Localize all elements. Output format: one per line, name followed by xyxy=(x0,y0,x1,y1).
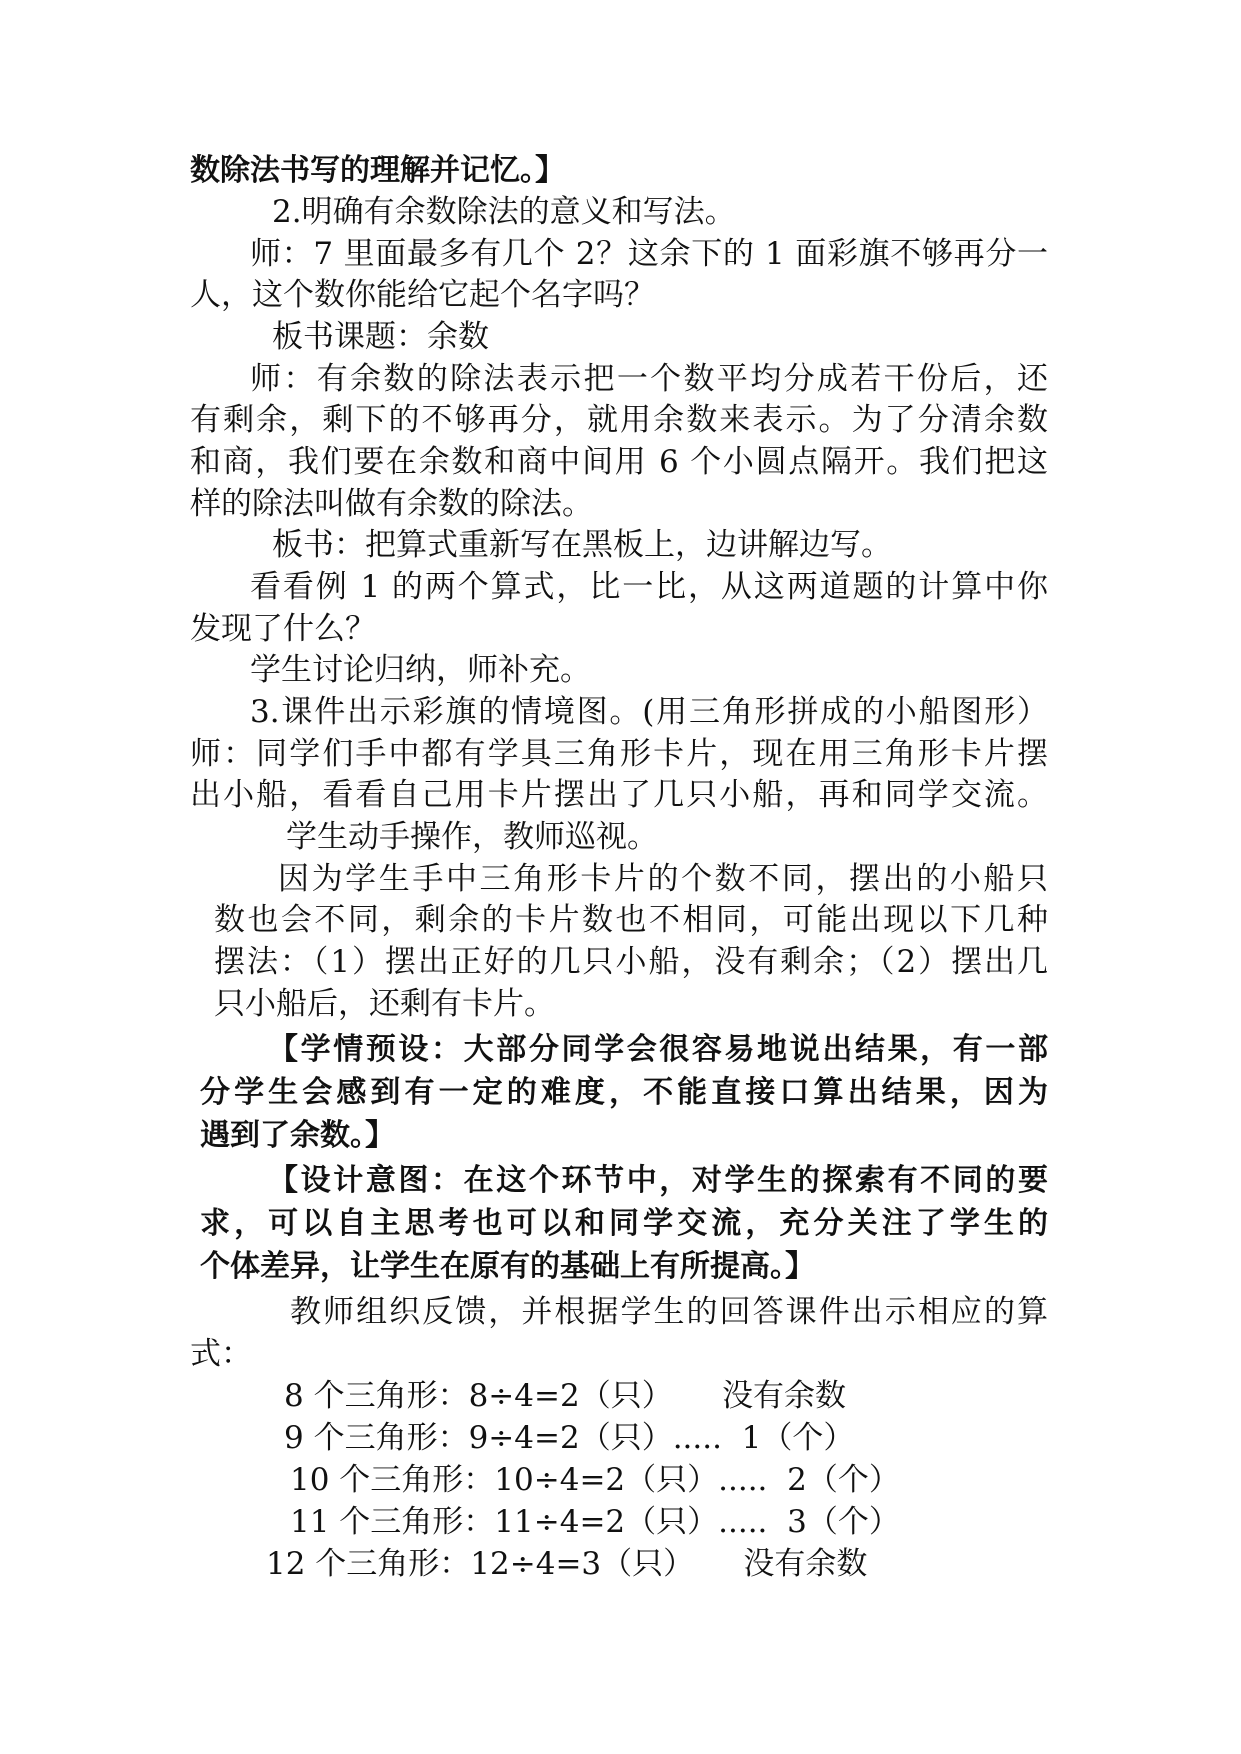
text-line: 2.明确有余数除法的意义和写法。 xyxy=(272,194,736,230)
text-line: 师：7 里面最多有几个 2？这余下的 1 面彩旗不够再分一 xyxy=(250,236,1048,272)
text-line: 师：有余数的除法表示把一个数平均分成若干份后，还 xyxy=(250,361,1048,397)
text-line: 看看例 1 的两个算式，比一比，从这两道题的计算中你 xyxy=(250,569,1048,605)
text-line: 发现了什么？ xyxy=(190,611,376,647)
text-line: 9 个三角形：9÷4=2（只）..... 1（个） xyxy=(284,1420,855,1456)
text-line: 样的除法叫做有余数的除法。 xyxy=(190,486,593,522)
text-line: 学生讨论归纳，师补充。 xyxy=(250,652,591,688)
text-line: 【学情预设：大部分同学会很容易地说出结果，有一部 xyxy=(268,1032,1048,1067)
text-line: 教师组织反馈，并根据学生的回答课件出示相应的算 xyxy=(290,1294,1048,1330)
text-line: 10 个三角形：10÷4=2（只）..... 2（个） xyxy=(290,1462,900,1498)
text-line: 出小船，看看自己用卡片摆出了几只小船，再和同学交流。 xyxy=(190,777,1048,813)
text-line: 分学生会感到有一定的难度，不能直接口算出结果，因为 xyxy=(200,1075,1048,1110)
text-line: 数也会不同，剩余的卡片数也不相同，可能出现以下几种 xyxy=(214,902,1048,938)
text-line: 学生动手操作，教师巡视。 xyxy=(286,819,658,855)
text-line: 只小船后，还剩有卡片。 xyxy=(214,986,555,1022)
text-line: 数除法书写的理解并记忆。】 xyxy=(190,153,565,188)
text-line: 8 个三角形：8÷4=2（只） 没有余数 xyxy=(284,1378,846,1414)
text-line: 【设计意图：在这个环节中，对学生的探索有不同的要 xyxy=(268,1163,1048,1198)
text-line: 3.课件出示彩旗的情境图。(用三角形拼成的小船图形） xyxy=(250,694,1048,730)
text-line: 12 个三角形：12÷4=3（只） 没有余数 xyxy=(266,1546,868,1582)
text-line: 11 个三角形：11÷4=2（只）..... 3（个） xyxy=(290,1504,900,1540)
text-line: 求，可以自主思考也可以和同学交流，充分关注了学生的 xyxy=(200,1206,1048,1241)
text-line: 摆法：（1）摆出正好的几只小船，没有剩余；（2）摆出几 xyxy=(214,944,1048,980)
text-line: 师：同学们手中都有学具三角形卡片，现在用三角形卡片摆 xyxy=(190,736,1048,772)
text-line: 因为学生手中三角形卡片的个数不同，摆出的小船只 xyxy=(278,861,1048,897)
text-line: 人，这个数你能给它起个名字吗？ xyxy=(190,277,655,313)
text-line: 遇到了余数。】 xyxy=(200,1118,395,1153)
text-line: 和商，我们要在余数和商中间用 6 个小圆点隔开。我们把这 xyxy=(190,444,1048,480)
text-line: 式： xyxy=(190,1336,252,1372)
text-line: 板书：把算式重新写在黑板上，边讲解边写。 xyxy=(272,527,892,563)
text-line: 有剩余，剩下的不够再分，就用余数来表示。为了分清余数 xyxy=(190,402,1048,438)
text-line: 板书课题：余数 xyxy=(272,319,489,355)
text-line: 个体差异，让学生在原有的基础上有所提高。】 xyxy=(200,1249,815,1284)
